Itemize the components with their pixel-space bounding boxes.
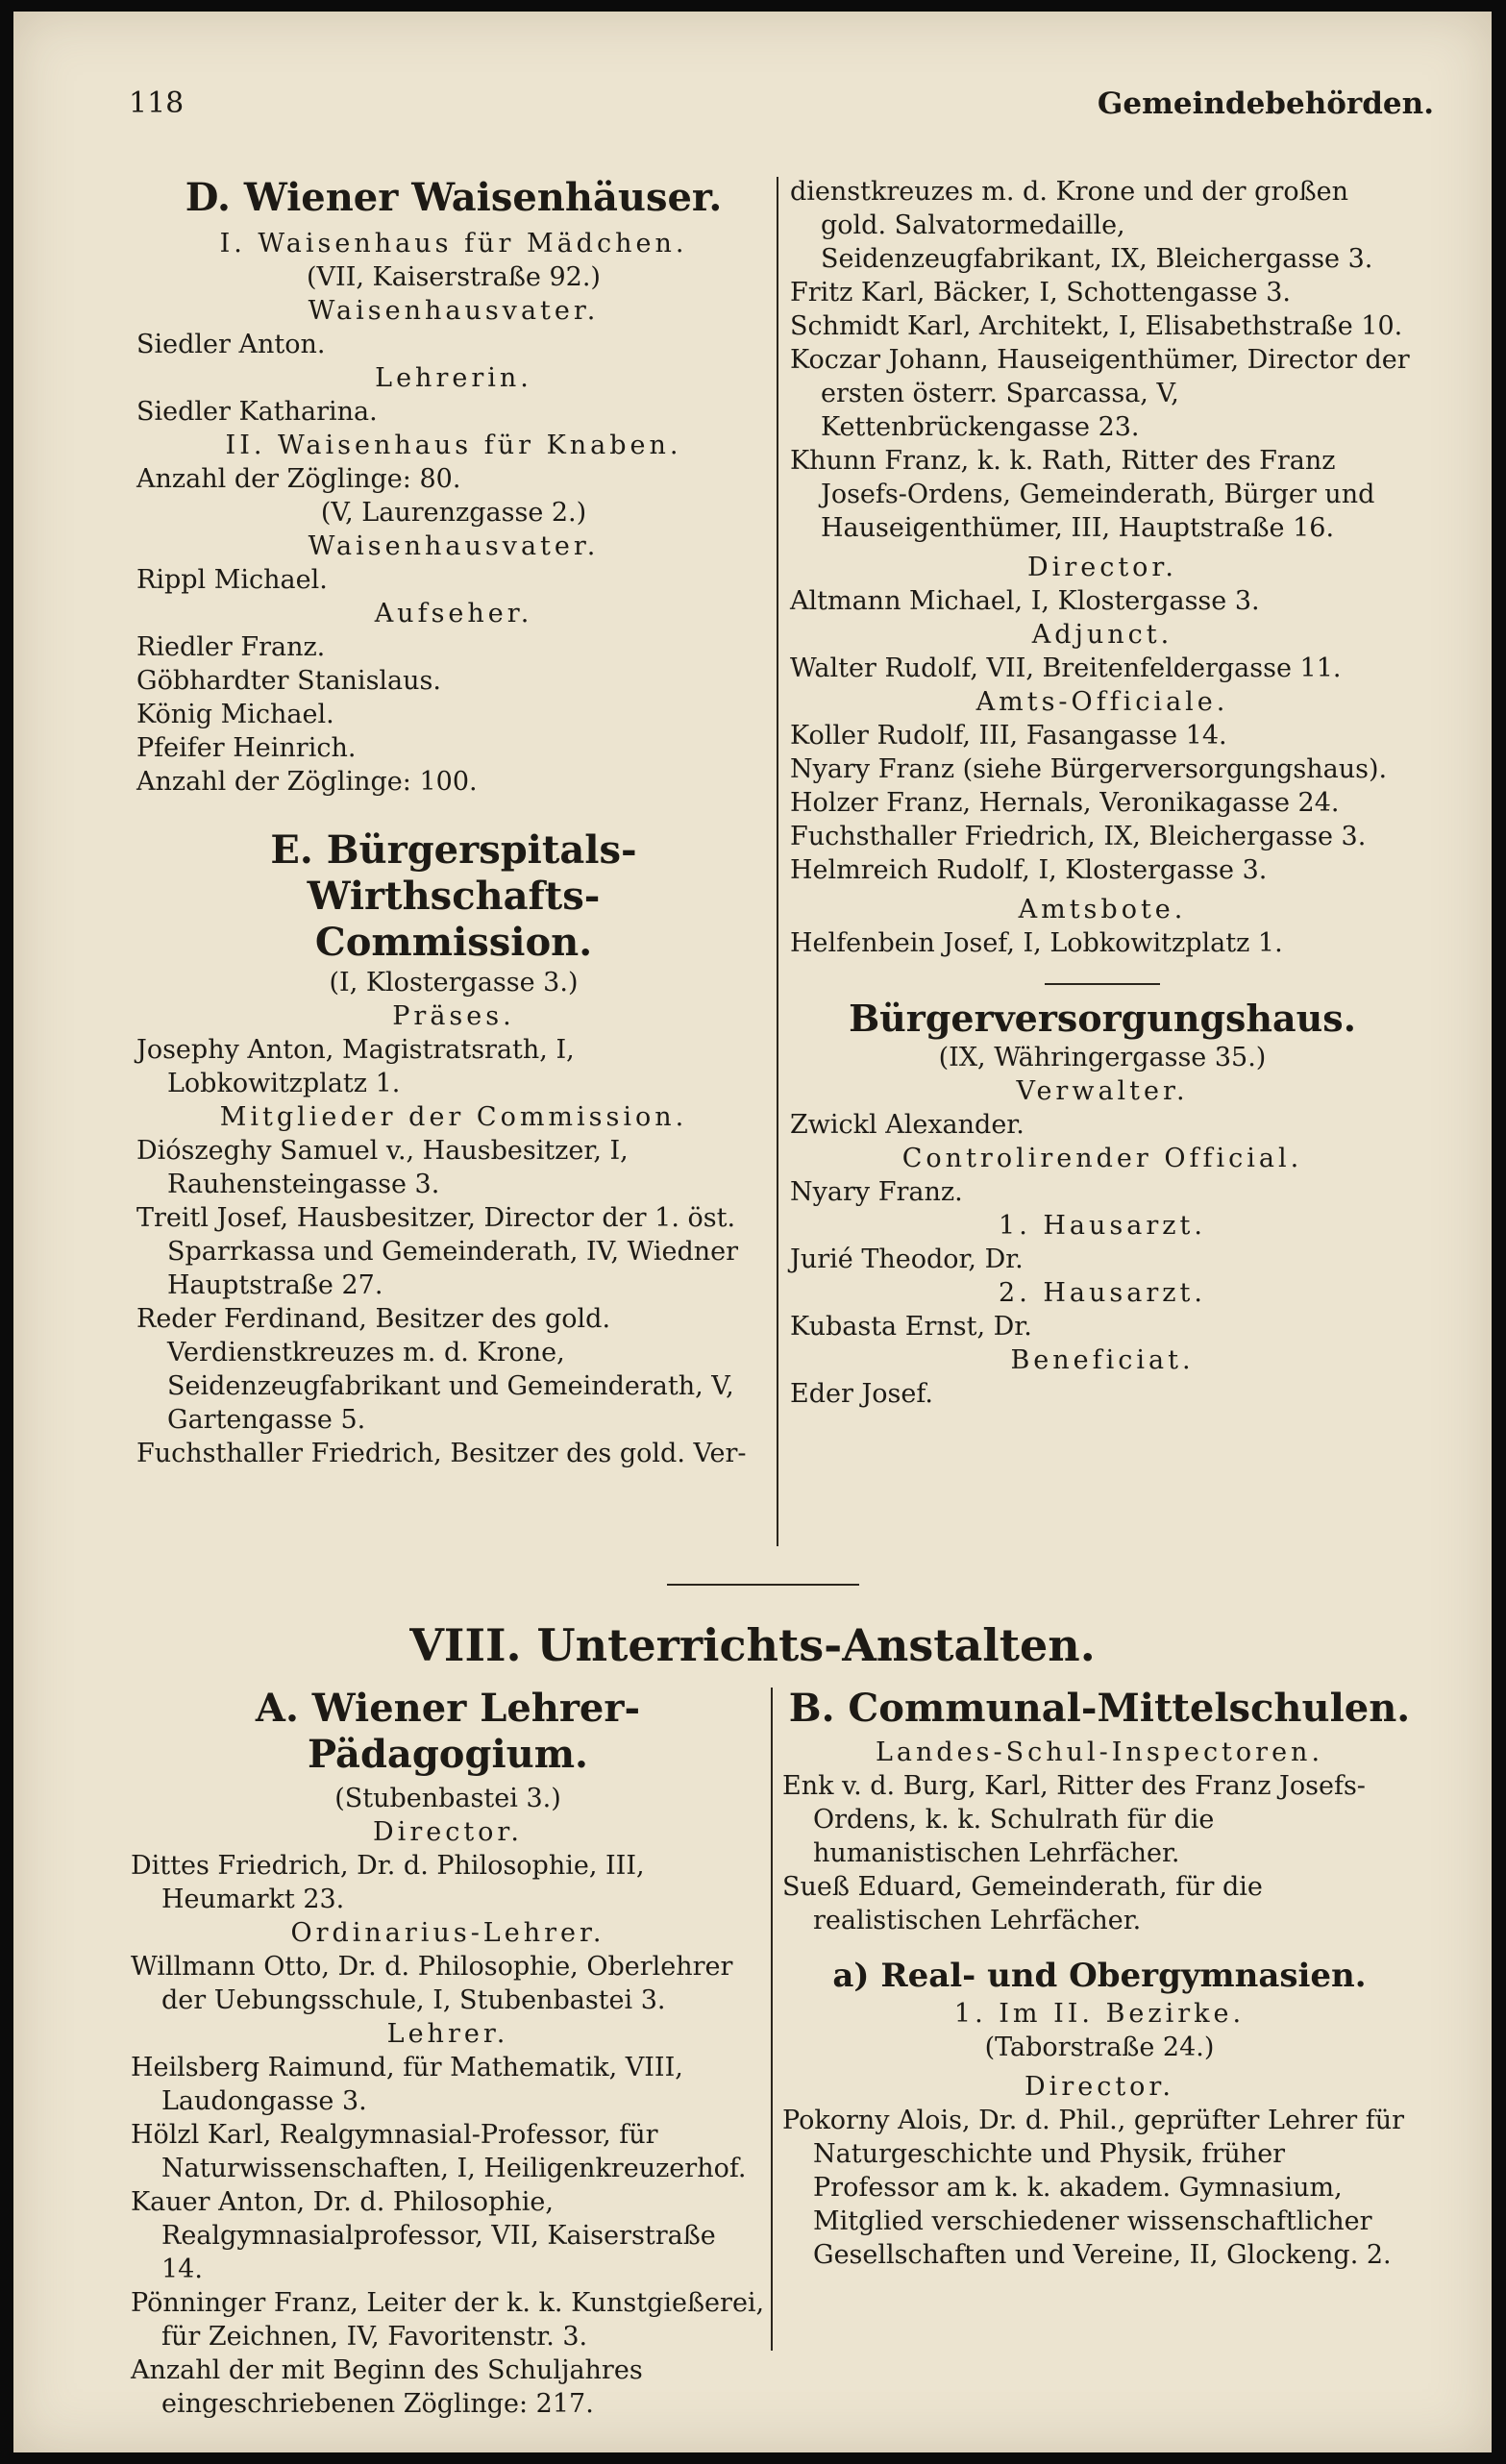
verwalter-entry: Zwickl Alexander. xyxy=(790,1110,1025,1140)
verwalter-label: Verwalter. xyxy=(1016,1076,1189,1106)
inspectoren-label: Landes-Schul-Inspectoren. xyxy=(875,1737,1324,1767)
bvh-title: Bürgerversorgungshaus. xyxy=(849,997,1356,1040)
adjunct-label: Adjunct. xyxy=(1031,620,1173,650)
praeses-entry: Josephy Anton, Magistratsrath, I, Lobkowitzplatz 1. xyxy=(136,1035,575,1098)
lehrer-entry-4: Pönninger Franz, Leiter der k. k. Kunstgießerei, für Zeichnen, IV, Favoritenstr. 3. xyxy=(131,2288,765,2352)
realgymnasien-address: (Taborstraße 24.) xyxy=(984,2033,1215,2062)
lehrer-entry-5: Anzahl der mit Beginn des Schuljahres eingeschriebenen Zöglinge: 217. xyxy=(131,2355,643,2419)
section-d-line-6: Siedler Katharina. xyxy=(136,397,378,427)
bezirk-label: 1. Im II. Bezirke. xyxy=(953,1999,1246,2029)
section-d-line-9: (V, Laurenzgasse 2.) xyxy=(320,498,587,528)
right-column-bottom xyxy=(782,1686,1417,2272)
beneficiat-entry: Eder Josef. xyxy=(790,1379,933,1409)
bvh-address: (IX, Währingergasse 35.) xyxy=(938,1043,1267,1072)
controlirender-entry: Nyary Franz. xyxy=(790,1177,963,1207)
column-divider-top xyxy=(777,177,778,1546)
inspector-entry-1: Enk v. d. Burg, Karl, Ritter des Franz Josefs-Ordens, k. k. Schulrath für die humanistischen Lehrfächer. xyxy=(782,1771,1366,1868)
members-label: Mitglieder der Commission. xyxy=(219,1102,688,1132)
beneficiat-label: Beneficiat. xyxy=(1010,1345,1195,1375)
left-column-bottom xyxy=(131,1686,765,2421)
section-d-line-5: Lehrerin. xyxy=(375,363,532,393)
chapter-rule xyxy=(667,1584,859,1586)
section-d-line-13: Riedler Franz. xyxy=(136,632,326,662)
hausarzt1-entry: Jurié Theodor, Dr. xyxy=(790,1244,1024,1274)
page-header xyxy=(129,86,1434,135)
section-d-line-12: Aufseher. xyxy=(374,599,533,628)
officiale-entry-1: Koller Rudolf, III, Fasangasse 14. xyxy=(790,721,1227,751)
section-d-line-16: Pfeifer Heinrich. xyxy=(136,733,357,763)
pedagogium-address: (Stubenbastei 3.) xyxy=(334,1784,561,1813)
member-entry-1: Diószeghy Samuel v., Hausbesitzer, I, Rauhensteingasse 3. xyxy=(136,1136,629,1199)
running-head: Gemeindebehörden. xyxy=(1097,86,1434,121)
section-d-line-11: Rippl Michael. xyxy=(136,565,328,595)
document-page xyxy=(13,12,1492,2452)
section-d-line-7: II. Waisenhaus für Knaben. xyxy=(225,431,682,460)
member-entry-3: Reder Ferdinand, Besitzer des gold. Verdienstkreuzes m. d. Krone, Seidenzeugfabrikant und Gemeinderath, V, Gartengasse 5. xyxy=(136,1304,734,1435)
hausarzt2-entry: Kubasta Ernst, Dr. xyxy=(790,1312,1032,1342)
section-e-title-2: Commission. xyxy=(314,920,593,965)
section-d-line-10: Waisenhausvater. xyxy=(308,531,600,561)
column-divider-bottom xyxy=(771,1688,773,2351)
lehrer-entry-1: Heilsberg Raimund, für Mathematik, VIII, Laudongasse 3. xyxy=(131,2053,683,2116)
praeses-label: Präses. xyxy=(392,1001,515,1031)
officiale-entry-2: Nyary Franz (siehe Bürgerversorgungshaus). xyxy=(790,754,1388,784)
pedagogium-title: A. Wiener Lehrer-Pädagogium. xyxy=(255,1686,641,1777)
right-column-top xyxy=(790,175,1415,1411)
section-d-title: D. Wiener Waisenhäuser. xyxy=(185,175,723,220)
officiale-entry-4: Fuchsthaller Friedrich, IX, Bleichergasse 3. xyxy=(790,822,1367,851)
section-d-line-1: I. Waisenhaus für Mädchen. xyxy=(219,229,688,259)
hausarzt2-label: 2. Hausarzt. xyxy=(999,1278,1206,1308)
lehrer-entry-2: Hölzl Karl, Realgymnasial-Professor, für Naturwissenschaften, I, Heiligenkreuzerhof. xyxy=(131,2120,747,2183)
section-d-line-3: Waisenhausvater. xyxy=(308,296,600,326)
member-entry-4: Fuchsthaller Friedrich, Besitzer des gold. Ver- xyxy=(136,1439,747,1468)
left-column-top xyxy=(136,175,771,1470)
section-d-line-8: Anzahl der Zöglinge: 80. xyxy=(136,464,461,494)
member-entry-2: Treitl Josef, Hausbesitzer, Director der 1. öst. Sparrkassa und Gemeinderath, IV, Wiedner Hauptstraße 27. xyxy=(136,1203,739,1300)
cont-member-2: Fritz Karl, Bäcker, I, Schottengasse 3. xyxy=(790,278,1291,308)
section-d-line-17: Anzahl der Zöglinge: 100. xyxy=(136,767,478,797)
section-d-line-14: Göbhardter Stanislaus. xyxy=(136,666,441,696)
inspector-entry-2: Sueß Eduard, Gemeinderath, für die realistischen Lehrfächer. xyxy=(782,1872,1263,1935)
controlirender-label: Controlirender Official. xyxy=(901,1144,1303,1173)
officiale-entry-5: Helmreich Rudolf, I, Klostergasse 3. xyxy=(790,855,1268,885)
ordinarius-entry: Willmann Otto, Dr. d. Philosophie, Oberlehrer der Uebungsschule, I, Stubenbastei 3. xyxy=(131,1952,733,2015)
section-e-address: (I, Klostergasse 3.) xyxy=(329,968,579,998)
section-d-line-4: Siedler Anton. xyxy=(136,330,326,359)
director-label: Director. xyxy=(1027,553,1177,582)
section-e-title-1: E. Bürgerspitals-Wirthschafts- xyxy=(270,827,637,919)
realgymnasien-director-label: Director. xyxy=(1025,2072,1174,2102)
amtsbote-label: Amtsbote. xyxy=(1018,895,1187,924)
officiale-label: Amts-Officiale. xyxy=(975,687,1229,717)
cont-member-3: Schmidt Karl, Architekt, I, Elisabethstraße 10. xyxy=(790,311,1403,341)
director-entry: Altmann Michael, I, Klostergasse 3. xyxy=(790,586,1260,616)
pedagogium-director-entry: Dittes Friedrich, Dr. d. Philosophie, III, Heumarkt 23. xyxy=(131,1851,645,1914)
communal-title: B. Communal-Mittelschulen. xyxy=(788,1686,1411,1731)
cont-member-5: Khunn Franz, k. k. Rath, Ritter des Franz Josefs-Ordens, Gemeinderath, Bürger und Hauseigenthümer, III, Hauptstraße 16. xyxy=(790,446,1375,543)
pedagogium-director-label: Director. xyxy=(373,1817,523,1847)
realgymnasien-title: a) Real- und Obergymnasien. xyxy=(832,1957,1367,1995)
chapter-title: VIII. Unterrichts-Anstalten. xyxy=(409,1619,1096,1671)
section-short-rule xyxy=(1045,983,1160,985)
cont-member-4: Koczar Johann, Hauseigenthümer, Director der ersten österr. Sparcassa, V, Kettenbrückengasse 23. xyxy=(790,345,1410,442)
realgymnasien-director-entry: Pokorny Alois, Dr. d. Phil., geprüfter Lehrer für Naturgeschichte und Physik, früher Professor am k. k. akadem. Gymnasium, Mitglied verschiedener wissenschaftlicher Gesellschaften und Vereine, II, Glockeng. 2. xyxy=(782,2106,1405,2270)
officiale-entry-3: Holzer Franz, Hernals, Veronikagasse 24. xyxy=(790,788,1340,818)
ordinarius-label: Ordinarius-Lehrer. xyxy=(290,1918,605,1948)
cont-member-1: dienstkreuzes m. d. Krone und der großen gold. Salvatormedaille, Seidenzeugfabrikant, IX, Bleichergasse 3. xyxy=(790,177,1373,274)
lehrer-entry-3: Kauer Anton, Dr. d. Philosophie, Realgymnasialprofessor, VII, Kaiserstraße 14. xyxy=(131,2187,716,2284)
hausarzt1-label: 1. Hausarzt. xyxy=(999,1211,1206,1241)
section-d-line-15: König Michael. xyxy=(136,700,334,729)
section-d-line-2: (VII, Kaiserstraße 92.) xyxy=(307,262,601,292)
lehrer-label: Lehrer. xyxy=(386,2019,509,2049)
adjunct-entry: Walter Rudolf, VII, Breitenfeldergasse 11. xyxy=(790,653,1342,683)
amtsbote-entry: Helfenbein Josef, I, Lobkowitzplatz 1. xyxy=(790,928,1283,958)
page-number: 118 xyxy=(129,86,185,120)
